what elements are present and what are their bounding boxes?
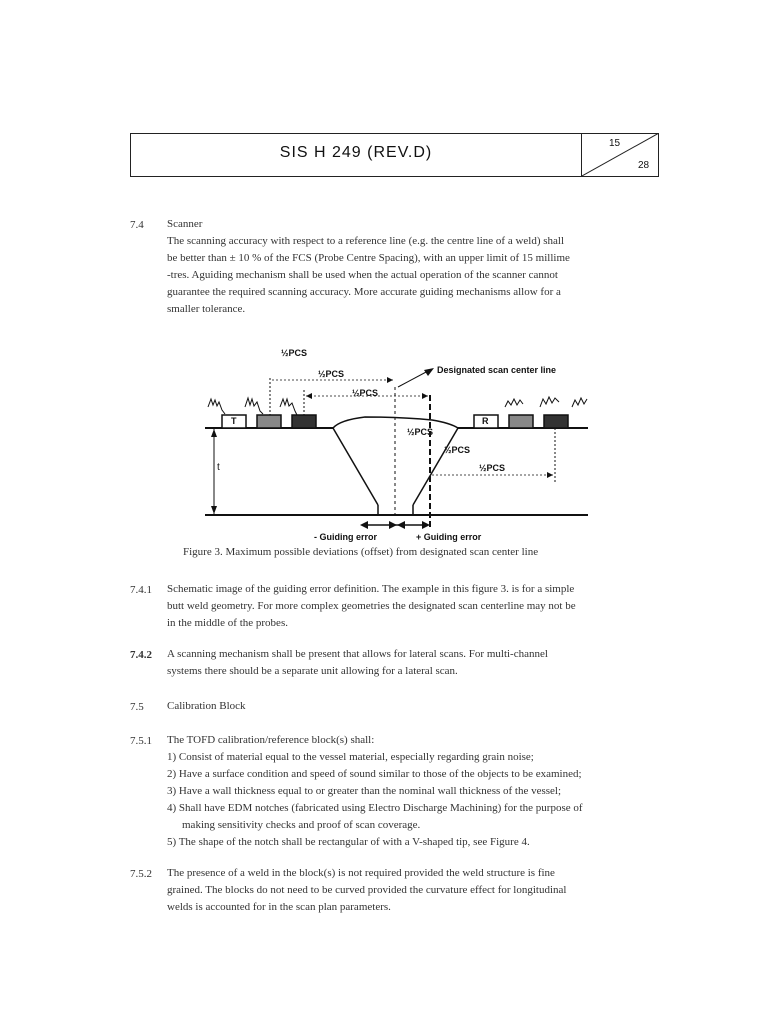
figure-caption: Figure 3. Maximum possible deviations (offset) from designated scan center line bbox=[183, 546, 539, 558]
label-half-pcs: ½PCS bbox=[407, 427, 434, 437]
list-item: 3) Have a wall thickness equal to or greater than the nominal wall thickness of the vessel; bbox=[167, 785, 562, 797]
label-half-pcs: ½PCS bbox=[444, 445, 471, 455]
list-item: 2) Have a surface condition and speed of sound similar to those of the objects to be examined; bbox=[167, 768, 582, 780]
section-number: 7.5 bbox=[130, 701, 144, 713]
text-line: grained. The blocks do not need to be curved provided the curvature effect for longitudinal bbox=[167, 884, 567, 896]
text-line: Schematic image of the guiding error definition. The example in this figure 3. is for a simple bbox=[167, 583, 575, 595]
text-line: The presence of a weld in the block(s) is not required provided the weld structure is fine bbox=[167, 867, 555, 879]
text-line: The scanning accuracy with respect to a reference line (e.g. the centre line of a weld) shall bbox=[167, 235, 565, 247]
text-line: butt weld geometry. For more complex geometries the designated scan centerline may not be bbox=[167, 600, 576, 612]
section-body bbox=[167, 581, 576, 632]
text-line: welds is accounted for in the scan plan parameters. bbox=[167, 901, 391, 913]
text-line: The TOFD calibration/reference block(s) shall: bbox=[167, 734, 375, 746]
page-current: 15 bbox=[609, 137, 621, 149]
page-number-box bbox=[581, 133, 659, 177]
label-half-pcs: ½PCS bbox=[352, 388, 379, 398]
document-header bbox=[130, 133, 659, 177]
section-body bbox=[167, 865, 566, 916]
section-number: 7.4.2 bbox=[130, 649, 152, 661]
section-heading: Calibration Block bbox=[167, 700, 246, 712]
label-half-pcs: ½PCS bbox=[318, 369, 345, 379]
list-item: 1) Consist of material equal to the vessel material, especially regarding grain noise; bbox=[167, 751, 534, 763]
section-body bbox=[167, 732, 583, 851]
text-line: be better than ± 10 % of the FCS (Probe Centre Spacing), with an upper limit of 15 millime bbox=[167, 252, 570, 264]
label-half-pcs: ½PCS bbox=[281, 348, 308, 358]
section-number: 7.5.2 bbox=[130, 868, 152, 880]
text-line: guarantee the required scanning accuracy. More accurate guiding mechanisms allow for a bbox=[167, 286, 561, 298]
label-transmitter: T bbox=[231, 416, 237, 426]
text-line: -tres. Aguiding mechanism shall be used when the actual operation of the scanner cannot bbox=[167, 269, 558, 281]
figure-guiding-error bbox=[200, 345, 600, 550]
label-thickness: t bbox=[217, 462, 220, 473]
label-minus-guiding-error: - Guiding error bbox=[314, 532, 377, 542]
section-number: 7.4 bbox=[130, 219, 144, 231]
label-designated-scan-line: Designated scan center line bbox=[437, 365, 557, 375]
section-heading: Scanner bbox=[167, 218, 203, 230]
section-number: 7.5.1 bbox=[130, 735, 152, 747]
list-item: 5) The shape of the notch shall be rectangular of with a V-shaped tip, see Figure 4. bbox=[167, 836, 530, 848]
section-body bbox=[167, 233, 570, 318]
list-item: 4) Shall have EDM notches (fabricated using Electro Discharge Machining) for the purpose of bbox=[167, 802, 583, 814]
text-line: systems there should be a separate unit allowing for a lateral scan. bbox=[167, 665, 458, 677]
text-line: in the middle of the probes. bbox=[167, 617, 288, 629]
list-item-continuation: making sensitivity checks and proof of scan coverage. bbox=[182, 819, 421, 831]
weld-diagram bbox=[200, 345, 600, 550]
label-receiver: R bbox=[482, 416, 489, 426]
section-body bbox=[167, 646, 548, 680]
page-total: 28 bbox=[638, 159, 650, 171]
text-line: A scanning mechanism shall be present that allows for lateral scans. For multi-channel bbox=[167, 648, 548, 660]
label-half-pcs: ½PCS bbox=[479, 463, 506, 473]
text-line: smaller tolerance. bbox=[167, 303, 246, 315]
section-number: 7.4.1 bbox=[130, 584, 152, 596]
label-plus-guiding-error: + Guiding error bbox=[416, 532, 482, 542]
document-title: SIS H 249 (REV.D) bbox=[279, 144, 433, 161]
